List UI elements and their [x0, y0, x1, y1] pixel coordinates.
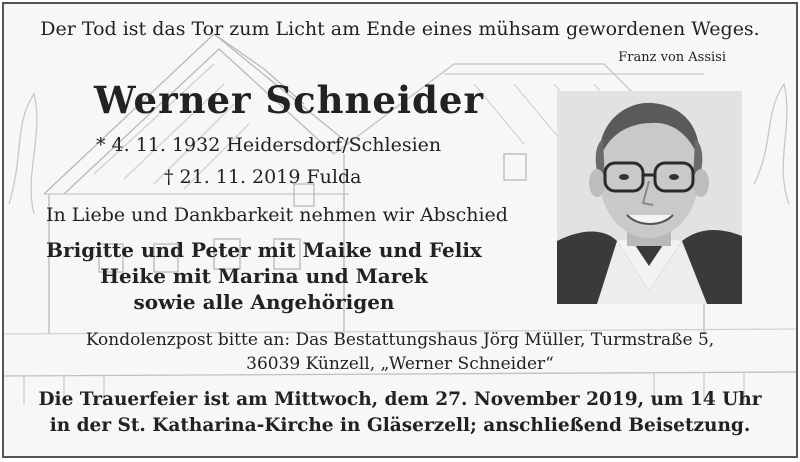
motto-quote: Der Tod ist das Tor zum Licht am Ende eines mühsam gewordenen Weges. — [40, 18, 760, 40]
portrait-photo — [557, 91, 742, 304]
funeral-info-line: in der St. Katharina-Kirche in Gläserzell; anschließend Beisetzung. — [49, 415, 751, 436]
condolence-address-line: 36039 Künzell, „Werner Schneider“ — [246, 354, 554, 374]
portrait-illustration — [557, 91, 742, 304]
mourner-line: Brigitte und Peter mit Maike und Felix — [46, 238, 482, 262]
obituary-notice — [2, 2, 798, 458]
funeral-info-line: Die Trauerfeier ist am Mittwoch, dem 27. November 2019, um 14 Uhr — [38, 389, 762, 410]
death-date: † 21. 11. 2019 Fulda — [164, 166, 362, 188]
motto-author: Franz von Assisi — [618, 50, 726, 65]
deceased-name: Werner Schneider — [94, 78, 484, 122]
birth-date: * 4. 11. 1932 Heidersdorf/Schlesien — [96, 134, 442, 156]
mourner-line: Heike mit Marina und Marek — [100, 264, 428, 288]
mourner-line: sowie alle Angehörigen — [133, 290, 395, 314]
farewell-line: In Liebe und Dankbarkeit nehmen wir Abschied — [46, 204, 508, 226]
condolence-address-line: Kondolenzpost bitte an: Das Bestattungshaus Jörg Müller, Turmstraße 5, — [85, 330, 715, 350]
